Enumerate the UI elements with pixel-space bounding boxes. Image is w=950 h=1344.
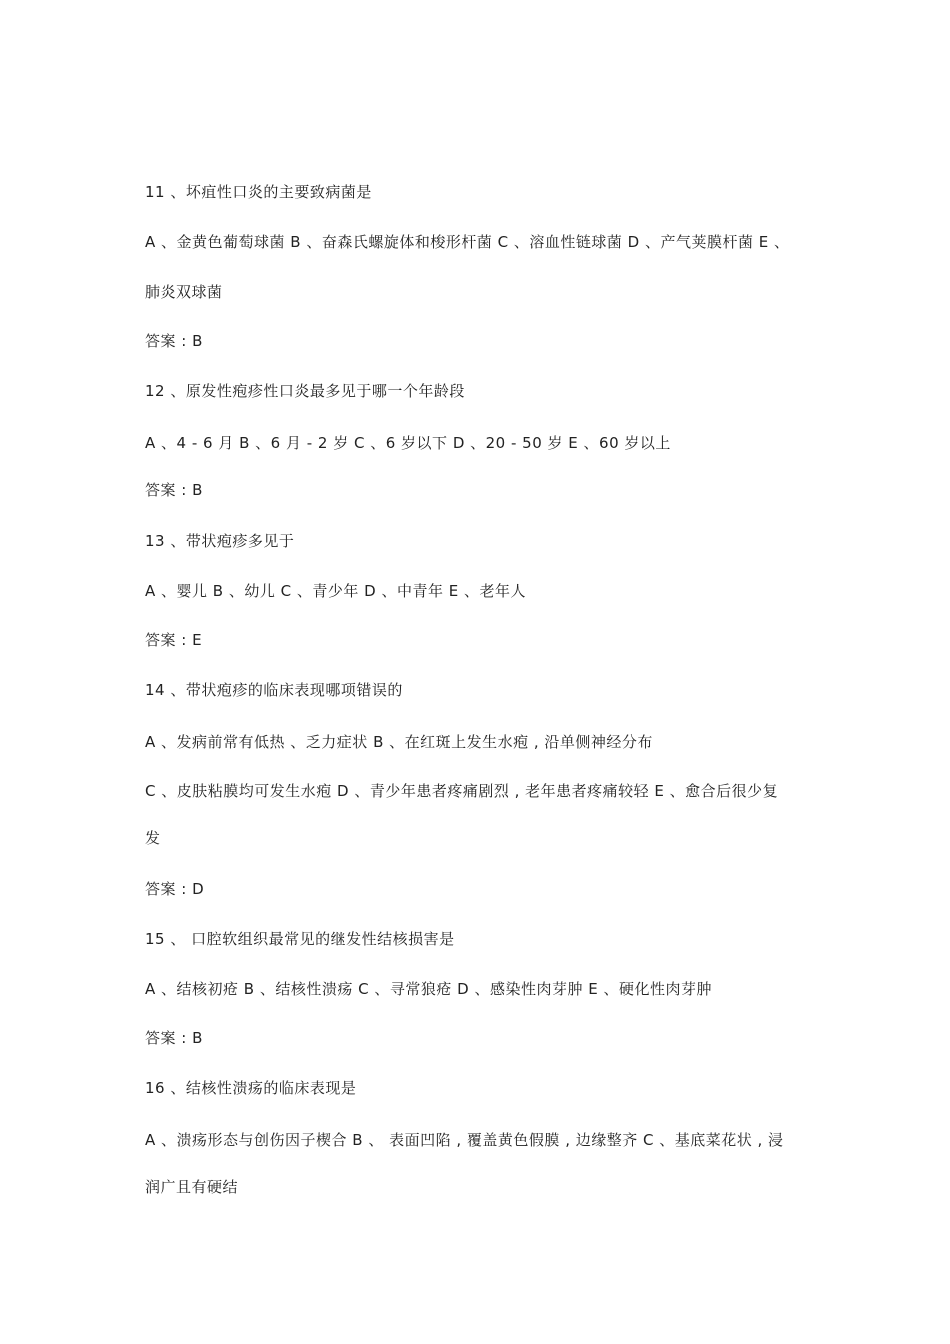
question-15-answer: 答案 : B [145, 1029, 203, 1047]
question-13-options: A 、婴儿 B 、幼儿 C 、青少年 D 、中青年 E 、老年人 [145, 582, 526, 600]
question-13: 13 、带状疱疹多见于 [145, 532, 295, 550]
question-16-options-continued: 润广且有硬结 [145, 1178, 239, 1196]
question-11: 11 、坏疽性口炎的主要致病菌是 [145, 183, 372, 201]
question-11-options-continued: 肺炎双球菌 [145, 283, 223, 301]
question-14-options-continued: 发 [145, 829, 161, 847]
question-14-options-line-1: A 、发病前常有低热 、乏力症状 B 、在红斑上发生水疱 , 沿单侧神经分布 [145, 733, 653, 751]
question-11-options: A 、金黄色葡萄球菌 B 、奋森氏螺旋体和梭形杆菌 C 、溶血性链球菌 D 、产气荚膜杆菌 E 、 [145, 233, 790, 251]
question-15-options: A 、结核初疮 B 、结核性溃疡 C 、寻常狼疮 D 、感染性肉芽肿 E 、硬化性肉芽肿 [145, 980, 712, 998]
question-14: 14 、带状疱疹的临床表现哪项错误的 [145, 681, 403, 699]
question-12: 12 、原发性疱疹性口炎最多见于哪一个年龄段 [145, 382, 465, 400]
question-11-answer: 答案 : B [145, 332, 203, 350]
question-12-options: A 、4 - 6 月 B 、6 月 - 2 岁 C 、6 岁以下 D 、20 - 50 岁 E 、60 岁以上 [145, 434, 671, 452]
question-14-answer: 答案 : D [145, 880, 205, 898]
question-16: 16 、结核性溃疡的临床表现是 [145, 1079, 357, 1097]
question-14-options-line-2: C 、皮肤粘膜均可发生水疱 D 、青少年患者疼痛剧烈 , 老年患者疼痛较轻 E 、愈合后很少复 [145, 782, 779, 800]
question-13-answer: 答案 : E [145, 631, 203, 649]
question-12-answer: 答案 : B [145, 481, 203, 499]
question-16-options: A 、溃疡形态与创伤因子楔合 B 、 表面凹陷 , 覆盖黄色假膜 , 边缘整齐 C 、基底菜花状 , 浸 [145, 1131, 784, 1149]
question-15: 15 、 口腔软组织最常见的继发性结核损害是 [145, 930, 455, 948]
